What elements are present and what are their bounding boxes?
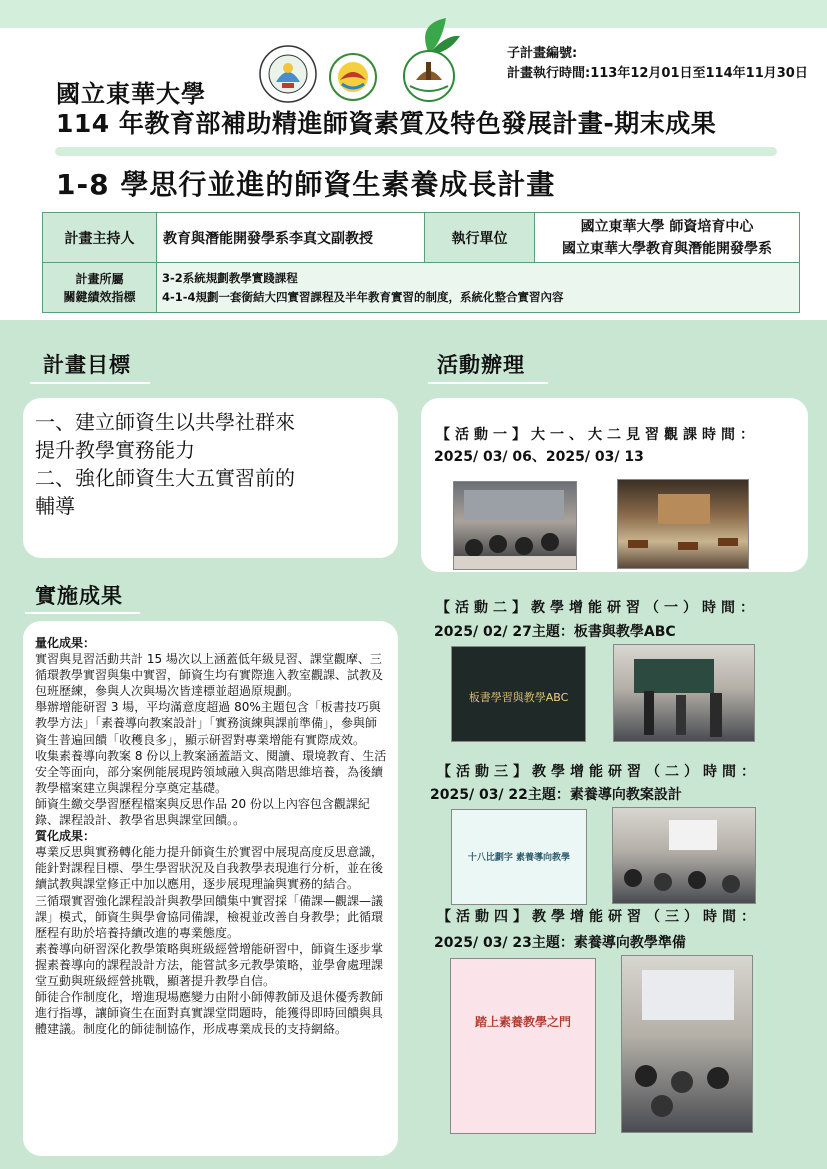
unit-value-line-2: 國立東華大學教育與潛能開發學系 [562,240,772,257]
kpi-value-line-2: 4-1-4規劃一套銜結大四實習課程及半年教育實習的制度，系統化整合實習內容 [162,289,564,304]
project-meta [507,44,808,84]
activity-4-date: 2025/ 03/ 23主題：素養導向教學準備 [434,935,686,951]
qual-paragraph-4: 師徒合作制度化，增進現場應變力由附小師傅教師及退休優秀教師進行指導，讓師資生在面對真實課堂問題時，能獲得即時回饋與具體建議。制度化的師徒制協作，形成專業成長的支持網絡。 [35,990,384,1037]
goals-box [23,398,398,558]
activity-1-photo-2 [617,479,749,569]
ministry-of-education-logo [258,44,318,104]
ndhu-logo [328,52,378,102]
page-title: 114 年教育部補助精進師資素質及特色發展計畫-期末成果 [56,109,717,138]
goal-line-3: 二、強化師資生大五實習前的 [35,466,295,490]
qual-heading: 質化成果： [35,829,96,844]
activity-3-photo-2 [612,807,756,904]
activity-3-date: 2025/ 03/ 22主題：素養導向教案設計 [430,787,682,803]
quant-paragraph-2: 舉辦增能研習 3 場，平均滿意度超過 80%主題包含「板書技巧與教學方法」「素養導向教案設計」「實務演練與課前準備」，參與師資生普遍回饋「收穫良多」，顯示研習對專業增能有實際成效。 [35,700,381,747]
kpi-value-line-1: 3-2系統規劃教學實踐課程 [162,270,298,285]
activity-2-title: 【活動二】教學增能研習（一）時間： [436,600,759,616]
kpi-label [43,263,157,313]
activity-4-photo-2 [621,955,753,1133]
activities-title-underline [428,382,548,384]
activity-2-date: 2025/ 02/ 27主題：板書與教學ABC [434,624,676,640]
project-number-label: 子計畫編號: [507,46,578,61]
poster-4-text: 踏上素養教學之門 [474,1015,571,1029]
project-info-table [42,212,800,313]
teacher-education-center-logo [396,14,462,104]
activity-3-title: 【活動三】教學增能研習（二）時間： [437,764,760,780]
project-period: 計畫執行時間:113年12月01日至114年11月30日 [507,66,808,81]
goals-title-underline [30,382,150,384]
activity-3-photo-1 [451,809,587,905]
qual-paragraph-3: 素養導向研習深化教學策略與班級經營增能研習中，師資生逐步掌握素養導向的課程設計方法，能嘗試多元教學策略，並學會處理課堂互動與班級經營挑戰，顯著提升教學自信。 [35,941,384,988]
quant-paragraph-3: 收集素養導向教案 8 份以上教案涵蓋語文、閱讀、環境教育、生活安全等面向，部分案例能展現跨領域融入與高階思維培養，為後續教學檔案建立與課程分享奠定基礎。 [35,748,387,795]
activities-title: 活動辦理 [437,353,525,377]
quant-heading: 量化成果： [35,636,96,650]
host-label: 計畫主持人 [43,213,157,263]
results-title: 實施成果 [35,584,123,608]
quant-paragraph-4: 師資生繳交學習歷程檔案與反思作品 20 份以上內容包含觀課紀錄、課程設計、教學省思與課堂回饋。。 [35,796,370,828]
activity-4-title: 【活動四】教學增能研習（三）時間： [437,909,760,925]
project-subtitle: 1-8 學思行並進的師資生素養成長計畫 [56,168,556,201]
kpi-value [157,263,800,313]
goals-title: 計畫目標 [43,353,131,377]
unit-value [535,213,800,263]
qual-paragraph-1: 專業反思與實務轉化能力提升師資生於實習中展現高度反思意識，能針對課程目標、學生學習狀況及自我教學表現進行分析，並在後續試教與課堂修正中加以應用，逐步展現理論與實務的結合。 [35,845,384,892]
classroom-observation-image [454,482,577,570]
activity-2-photo-1 [451,646,586,742]
host-value: 教育與潛能開發學系李真文副教授 [157,213,425,263]
results-box [23,621,398,1156]
lecture-image [613,808,756,904]
activity-1-photo-1 [453,481,577,570]
unit-label: 執行單位 [425,213,535,263]
title-divider [55,147,777,156]
activity-4-photo-1 [450,958,596,1134]
poster-3-text: 十八比劃字 素養導向教學 [467,853,571,863]
kpi-label-line-2: 關鍵績效指標 [63,289,136,304]
seminar-image [622,956,753,1133]
workshop-image [614,645,755,742]
activity-2-photo-2 [613,644,755,742]
university-name: 國立東華大學 [56,80,206,108]
activity-1-title: 【活動一】大一、大二見習觀課時間： [436,427,759,443]
results-title-underline [25,612,140,614]
goal-line-2: 提升教學實務能力 [35,438,195,462]
qual-paragraph-2: 三循環實習強化課程設計與教學回饋集中實習採「備課—觀課—議課」模式，師資生與學會協同備課，檢視並改善自身教學；此循環歷程有助於培養持續改進的專業態度。 [35,893,384,940]
kpi-label-line-1: 計畫所屬 [75,271,124,286]
poster-chalkboard-text: 板書學習與教學ABC [468,691,569,704]
hall-image [618,480,749,569]
quant-paragraph-1: 實習與見習活動共計 15 場次以上涵蓋低年級見習、課堂觀摩、三循環教學實習與集中實習，師資生均有實際進入教室觀課、試教及包班歷練，參與人次與場次皆達標並超過原規劃。 [35,652,384,699]
goal-line-4: 輔導 [35,494,75,518]
goal-line-1: 一、建立師資生以共學社群來 [35,410,295,434]
activity-1-date: 2025/ 03/ 06、2025/ 03/ 13 [434,449,644,465]
unit-value-line-1: 國立東華大學 師資培育中心 [580,218,754,235]
